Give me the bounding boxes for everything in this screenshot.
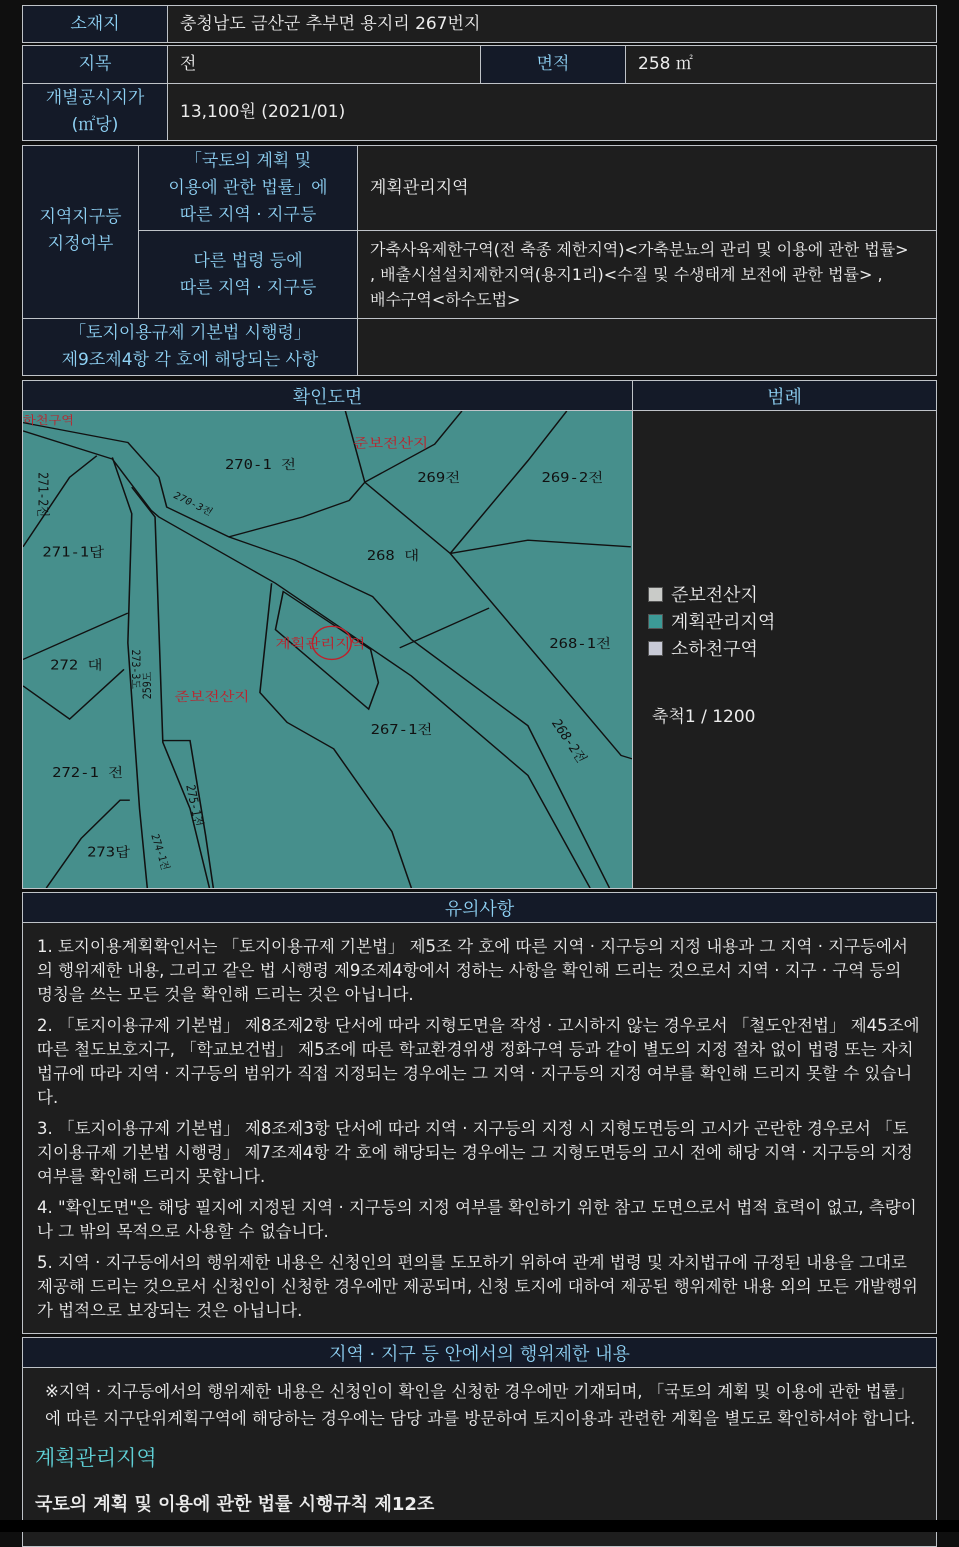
restrictions-notice: ※지역 · 지구등에서의 행위제한 내용은 신청인이 확인을 신청한 경우에만 기재되며, 「국토의 계획 및 이용에 관한 법률」에 따른 지구단위계획구역에 해당하는 경우에는 담당 과를 방문하여 토지이용과 관련한 계획을 별도로 확인하셔야 합니다.	[45, 1382, 916, 1428]
parcel-label: 259도	[140, 671, 155, 700]
zone-label: 준보전산지	[353, 436, 429, 452]
notes-body	[22, 922, 937, 1334]
law1-label-line2: 이용에 관한 법률」에	[168, 177, 328, 198]
zone-label-line1: 지역지구등	[39, 207, 122, 227]
parcel-map-svg	[23, 411, 632, 888]
decree-label-line2: 제9조제4항 각 호에 해당되는 사항	[61, 350, 319, 370]
price-label	[22, 83, 168, 141]
parcel-label: 273-3도	[128, 649, 143, 689]
parcel-label: 268 대	[366, 549, 420, 564]
price-label-line2: (㎡당)	[71, 115, 119, 135]
legend-label: 소하천구역	[671, 639, 758, 660]
parcel-label: 275-1전	[182, 783, 207, 828]
legend-label: 준보전산지	[671, 585, 758, 606]
zone-label-line2: 지정여부	[47, 234, 114, 254]
parcel-label: 271-2전	[35, 472, 51, 518]
zone-label: 준보전산지	[174, 689, 250, 705]
legend-swatch-icon	[648, 587, 663, 602]
law2-label-line1: 다른 법령 등에	[193, 250, 303, 271]
parcel-label: 270-3전	[170, 490, 215, 518]
parcel-label: 272-1 전	[52, 766, 124, 781]
parcel-label: 272 대	[50, 658, 103, 674]
location-value: 충청남도 금산군 추부면 용지리 267번지	[167, 5, 937, 43]
note-item: 1. 토지이용계획확인서는 「토지이용규제 기본법」 제5조 각 호에 따른 지역 · 지구등의 지정 내용과 그 지역 · 지구등에서의 행위제한 내용, 그리고 같은 법 시행령 제9조제4항에서 정하는 사항을 확인해 드리는 것으로서 지역 · 지구 · 구역 등의 명칭을 쓰는 모든 것을 확인해 드리는 것은 아닙니다.	[37, 937, 908, 1004]
land-category-label: 지목	[22, 45, 168, 84]
parcel-label: 268-1전	[549, 636, 611, 652]
parcel-label: 273답	[87, 845, 131, 861]
law2-value-line3: 배수구역<하수도법>	[370, 290, 521, 309]
parcel-label: 271-1답	[42, 545, 105, 561]
law2-value-line1: 가축사육제한구역(전 축종 제한지역)<가축분뇨의 관리 및 이용에 관한 법률>	[370, 240, 909, 259]
confirmation-map[interactable]	[22, 410, 633, 889]
law2-value-line2: , 배출시설설치제한지역(용지1리)<수질 및 수생태계 보전에 관한 법률> ,	[370, 265, 883, 284]
parcel-label: 274-1전	[148, 833, 171, 872]
map-header: 확인도면	[22, 380, 633, 411]
legend-item	[648, 635, 758, 661]
parcel-label: 269-2전	[541, 471, 604, 486]
bottom-bar	[0, 1520, 959, 1532]
legend-swatch-icon	[648, 614, 663, 629]
legend-item	[648, 581, 758, 607]
zone-law-heading: 국토의 계획 및 이용에 관한 법률 시행규칙 제12조	[35, 1494, 435, 1515]
decree-label	[22, 318, 358, 376]
note-item: 4. "확인도면"은 해당 필지에 지정된 지역 · 지구등의 지정 여부를 확인하기 위한 참고 도면으로서 법적 효력이 없고, 측량이나 그 밖의 목적으로 사용할 수 없습니다.	[37, 1198, 917, 1241]
price-value: 13,100원 (2021/01)	[167, 83, 937, 141]
law2-label-line2: 따른 지역 · 지구등	[179, 277, 317, 298]
parcel-labels	[35, 456, 611, 871]
law1-label-line3: 따른 지역 · 지구등	[179, 204, 317, 225]
parcel-label: 267-1전	[370, 722, 433, 738]
zone-title: 계획관리지역	[35, 1446, 157, 1470]
legend-item	[648, 608, 775, 634]
area-label: 면적	[480, 45, 626, 84]
law1-label-line1: 「국토의 계획 및	[184, 150, 312, 171]
parcel-label: 270-1 전	[224, 457, 297, 473]
parcel-label: 269전	[417, 471, 461, 486]
law1-value: 계획관리지역	[357, 145, 937, 231]
notes-header: 유의사항	[22, 892, 937, 923]
zone-label: 계획관리지역	[275, 636, 366, 652]
land-category-value: 전	[167, 45, 481, 84]
price-label-line1: 개별공시지가	[45, 88, 145, 108]
location-label: 소재지	[22, 5, 168, 43]
law2-value	[357, 230, 937, 319]
zone-label: 하천구역	[23, 414, 75, 428]
map-scale: 축척1 / 1200	[652, 707, 756, 727]
legend-header: 범례	[632, 380, 937, 411]
law1-label	[138, 145, 358, 231]
parcel-label: 268-2전	[547, 717, 590, 766]
note-item: 3. 「토지이용규제 기본법」 제8조제3항 단서에 따라 지역 · 지구등의 지정 시 지형도면등의 고시가 곤란한 경우로서 「토지이용규제 기본법 시행령」 제7조제4항 각 호에 해당되는 경우에는 그 지형도면등의 고시 전에 해당 지역 · 지구등의 지정 여부를 확인해 드리지 못합니다.	[37, 1119, 913, 1186]
area-value: 258 ㎡	[625, 45, 937, 84]
decree-value	[357, 318, 937, 376]
restrictions-header: 지역 · 지구 등 안에서의 행위제한 내용	[22, 1337, 937, 1368]
zone-label	[22, 145, 139, 319]
legend-swatch-icon	[648, 641, 663, 656]
decree-label-line1: 「토지이용규제 기본법 시행령」	[69, 323, 311, 343]
note-item: 2. 「토지이용규제 기본법」 제8조제2항 단서에 따라 지형도면을 작성 · 고시하지 않는 경우로서 「철도안전법」 제45조에 따른 철도보호지구, 「학교보건법」 제5조에 따른 학교환경위생 정화구역 등과 같이 별도의 지정 절차 없이 법령 또는 자치법규에 따라 지역 · 지구등의 범위가 직접 지정되는 경우에는 그 지역 · 지구등의 지정 여부를 확인해 드리지 못할 수 있습니다.	[37, 1016, 920, 1107]
legend-label: 계획관리지역	[671, 612, 776, 633]
note-item: 5. 지역 · 지구등에서의 행위제한 내용은 신청인의 편의를 도모하기 위하여 관계 법령 및 자치법규에 규정된 내용을 그대로 제공해 드리는 것으로서 신청인이 신청한 경우에만 제공되며, 신청 토지에 대하여 제공된 행위제한 내용 외의 모든 개발행위가 법적으로 보장되는 것은 아닙니다.	[37, 1253, 918, 1320]
law2-label	[138, 230, 358, 319]
